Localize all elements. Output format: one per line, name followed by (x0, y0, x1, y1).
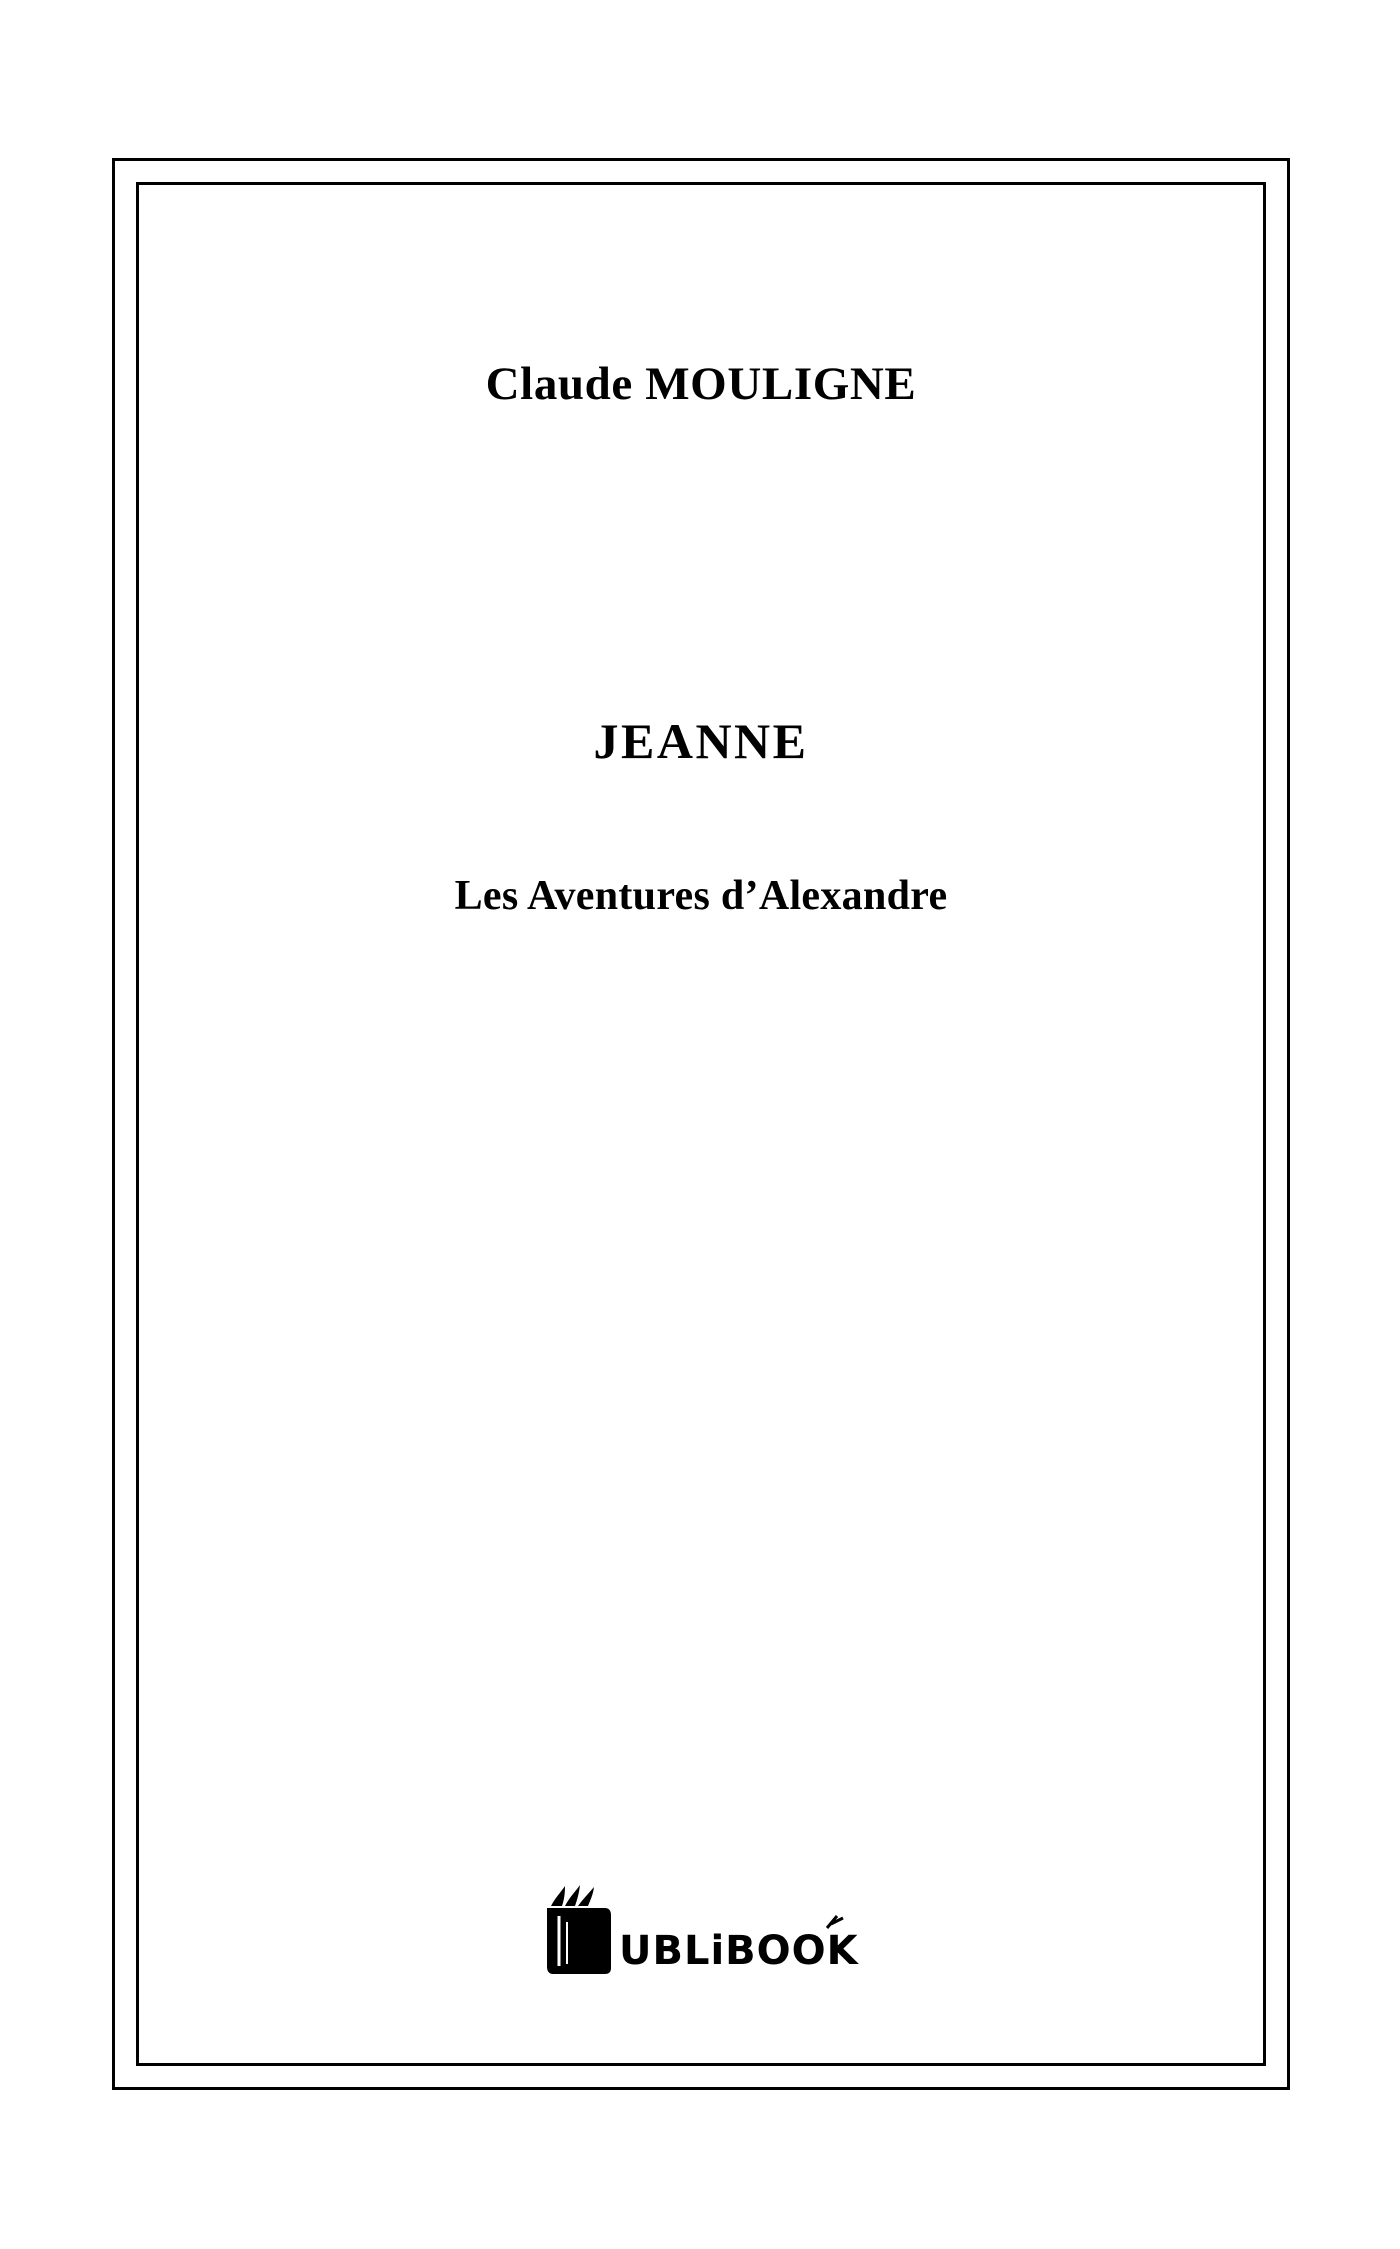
book-title: JEANNE (593, 713, 809, 769)
publisher-logo-initial: P (571, 1914, 611, 1977)
logo-flourish-icon (827, 1916, 843, 1928)
author-name: Claude MOULIGNE (485, 358, 917, 410)
book-subtitle: Les Aventures d’Alexandre (454, 873, 948, 919)
publisher-logo (531, 1872, 871, 1992)
publisher-logo-wordmark: UBLiBOOK (619, 1928, 859, 1974)
publisher-logo-block (136, 1872, 1266, 1992)
title-page-content (136, 182, 1266, 2066)
